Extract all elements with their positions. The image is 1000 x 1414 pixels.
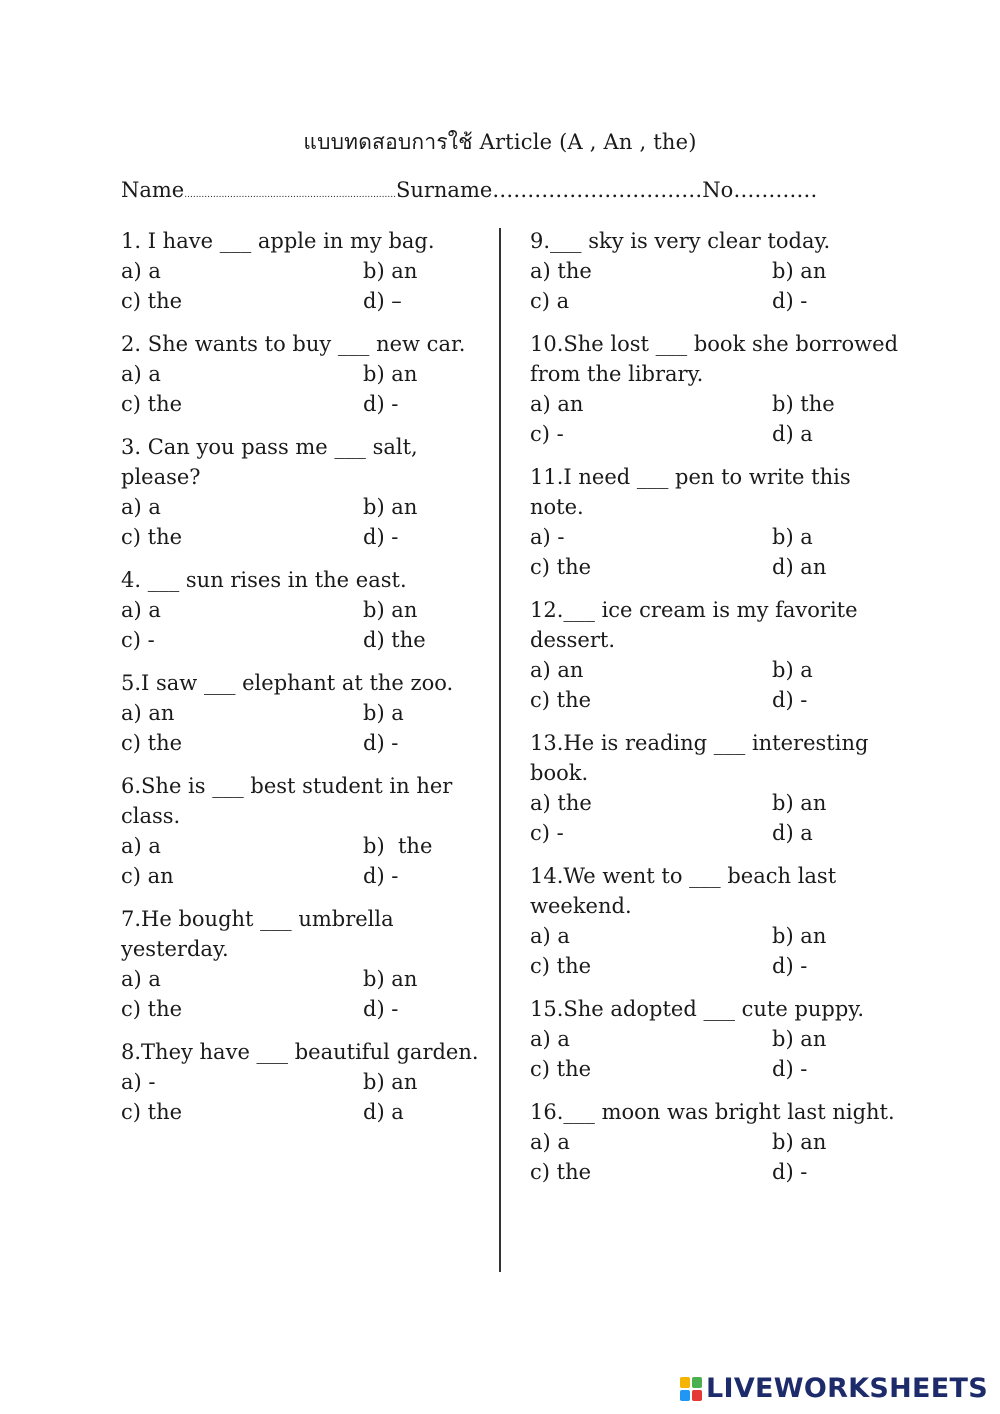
option-a[interactable]: a) an [530, 392, 584, 416]
question-text: 9.___ sky is very clear today. [530, 229, 831, 253]
left-question-column [121, 226, 491, 1140]
question-text: 2. She wants to buy ___ new car. [121, 332, 466, 356]
option-a[interactable]: a) an [121, 701, 175, 725]
answer-options [530, 655, 900, 715]
option-c[interactable]: c) the [530, 1160, 592, 1184]
option-c[interactable]: c) the [530, 555, 592, 579]
option-a[interactable]: a) a [121, 362, 161, 386]
question-text: 15.She adopted ___ cute puppy. [530, 997, 865, 1021]
option-a[interactable]: a) the [530, 791, 592, 815]
option-b[interactable]: b) the [363, 834, 433, 858]
logo-square [680, 1377, 690, 1388]
option-c[interactable]: c) the [121, 289, 183, 313]
answer-options [121, 698, 491, 758]
name-label: Name [121, 178, 185, 202]
option-d[interactable]: d) – [363, 289, 402, 313]
surname-field[interactable]: ………………………… [492, 178, 703, 202]
question-item [121, 1037, 491, 1127]
option-a[interactable]: a) - [530, 525, 565, 549]
option-b[interactable]: b) an [363, 259, 418, 283]
question-text: 10.She lost ___ book she borrowed from the library. [530, 332, 899, 386]
option-c[interactable]: c) the [121, 1100, 183, 1124]
option-c[interactable]: c) the [121, 731, 183, 755]
option-c[interactable]: c) - [530, 422, 564, 446]
question-item [121, 329, 491, 419]
question-text: 5.I saw ___ elephant at the zoo. [121, 671, 454, 695]
option-d[interactable]: d) - [363, 731, 399, 755]
question-item [121, 668, 491, 758]
option-c[interactable]: c) - [121, 628, 155, 652]
question-item [121, 565, 491, 655]
question-item [530, 1097, 900, 1187]
option-a[interactable]: a) a [121, 598, 161, 622]
answer-options [121, 595, 491, 655]
option-a[interactable]: a) a [121, 967, 161, 991]
logo-square [692, 1377, 702, 1388]
name-field[interactable]: .......................................................................... [184, 190, 396, 200]
answer-options [121, 359, 491, 419]
option-b[interactable]: b) an [363, 598, 418, 622]
question-text: 6.She is ___ best student in her class. [121, 774, 453, 828]
option-c[interactable]: c) the [530, 688, 592, 712]
option-d[interactable]: d) a [772, 422, 813, 446]
number-field[interactable]: ………… [733, 178, 818, 202]
liveworksheets-logo-icon [680, 1377, 702, 1401]
option-c[interactable]: c) the [530, 1057, 592, 1081]
number-label: No [702, 178, 734, 202]
option-c[interactable]: c) a [530, 289, 570, 313]
right-question-column [530, 226, 900, 1200]
student-info-line [121, 178, 881, 202]
option-c[interactable]: c) the [121, 392, 183, 416]
option-d[interactable]: d) - [363, 864, 399, 888]
option-b[interactable]: b) a [363, 701, 404, 725]
surname-label: Surname [395, 178, 493, 202]
option-d[interactable]: d) - [772, 1160, 808, 1184]
question-item [121, 771, 491, 891]
question-text: 4. ___ sun rises in the east. [121, 568, 407, 592]
option-a[interactable]: a) a [530, 1130, 570, 1154]
question-text: 12.___ ice cream is my favorite dessert. [530, 598, 858, 652]
question-item [530, 329, 900, 449]
question-text: 1. I have ___ apple in my bag. [121, 229, 435, 253]
logo-square [680, 1390, 690, 1401]
question-item [530, 462, 900, 582]
answer-options [530, 788, 900, 848]
question-text: 3. Can you pass me ___ salt, please? [121, 435, 418, 489]
option-b[interactable]: b) an [772, 1027, 827, 1051]
answer-options [530, 522, 900, 582]
option-d[interactable]: d) a [772, 821, 813, 845]
question-item [530, 994, 900, 1084]
question-text: 11.I need ___ pen to write this note. [530, 465, 851, 519]
question-item [530, 595, 900, 715]
option-a[interactable]: a) a [530, 1027, 570, 1051]
option-b[interactable]: b) an [363, 362, 418, 386]
question-text: 16.___ moon was bright last night. [530, 1100, 895, 1124]
option-a[interactable]: a) a [121, 495, 161, 519]
option-d[interactable]: d) a [363, 1100, 404, 1124]
answer-options [530, 1127, 900, 1187]
option-c[interactable]: c) the [530, 954, 592, 978]
option-a[interactable]: a) a [121, 259, 161, 283]
question-text: 7.He bought ___ umbrella yesterday. [121, 907, 394, 961]
question-text: 8.They have ___ beautiful garden. [121, 1040, 479, 1064]
question-item [121, 226, 491, 316]
option-d[interactable]: d) - [772, 1057, 808, 1081]
answer-options [530, 256, 900, 316]
option-c[interactable]: c) the [121, 525, 183, 549]
answer-options [530, 921, 900, 981]
option-b[interactable]: b) an [363, 495, 418, 519]
answer-options [121, 492, 491, 552]
option-c[interactable]: c) an [121, 864, 174, 888]
option-d[interactable]: d) - [772, 954, 808, 978]
option-b[interactable]: b) an [772, 924, 827, 948]
question-item [530, 861, 900, 981]
worksheet-title: แบบทดสอบการใช้ Article (A , An , the) [303, 130, 697, 154]
question-text: 14.We went to ___ beach last weekend. [530, 864, 837, 918]
option-c[interactable]: c) - [530, 821, 564, 845]
option-d[interactable]: d) an [772, 555, 827, 579]
answer-options [530, 389, 900, 449]
option-a[interactable]: a) the [530, 259, 592, 283]
option-d[interactable]: d) - [363, 997, 399, 1021]
answer-options [121, 256, 491, 316]
option-b[interactable]: b) a [772, 525, 813, 549]
option-b[interactable]: b) the [772, 392, 835, 416]
answer-options [121, 964, 491, 1024]
answer-options [530, 1024, 900, 1084]
option-d[interactable]: d) the [363, 628, 426, 652]
column-divider [499, 228, 501, 1272]
question-item [121, 904, 491, 1024]
logo-square [692, 1390, 702, 1401]
option-b[interactable]: b) an [772, 791, 827, 815]
liveworksheets-logo [680, 1373, 988, 1404]
option-b[interactable]: b) an [363, 1070, 418, 1094]
option-c[interactable]: c) the [121, 997, 183, 1021]
option-a[interactable]: a) a [530, 924, 570, 948]
answer-options [121, 1067, 491, 1127]
option-b[interactable]: b) an [772, 259, 827, 283]
option-d[interactable]: d) - [363, 392, 399, 416]
option-b[interactable]: b) a [772, 658, 813, 682]
option-d[interactable]: d) - [363, 525, 399, 549]
question-item [530, 728, 900, 848]
option-a[interactable]: a) a [121, 834, 161, 858]
option-b[interactable]: b) an [772, 1130, 827, 1154]
question-item [530, 226, 900, 316]
question-item [121, 432, 491, 552]
question-text: 13.He is reading ___ interesting book. [530, 731, 869, 785]
logo-text: LIVEWORKSHEETS [705, 1373, 988, 1404]
answer-options [121, 831, 491, 891]
option-a[interactable]: a) - [121, 1070, 156, 1094]
option-b[interactable]: b) an [363, 967, 418, 991]
option-d[interactable]: d) - [772, 688, 808, 712]
option-a[interactable]: a) an [530, 658, 584, 682]
option-d[interactable]: d) - [772, 289, 808, 313]
